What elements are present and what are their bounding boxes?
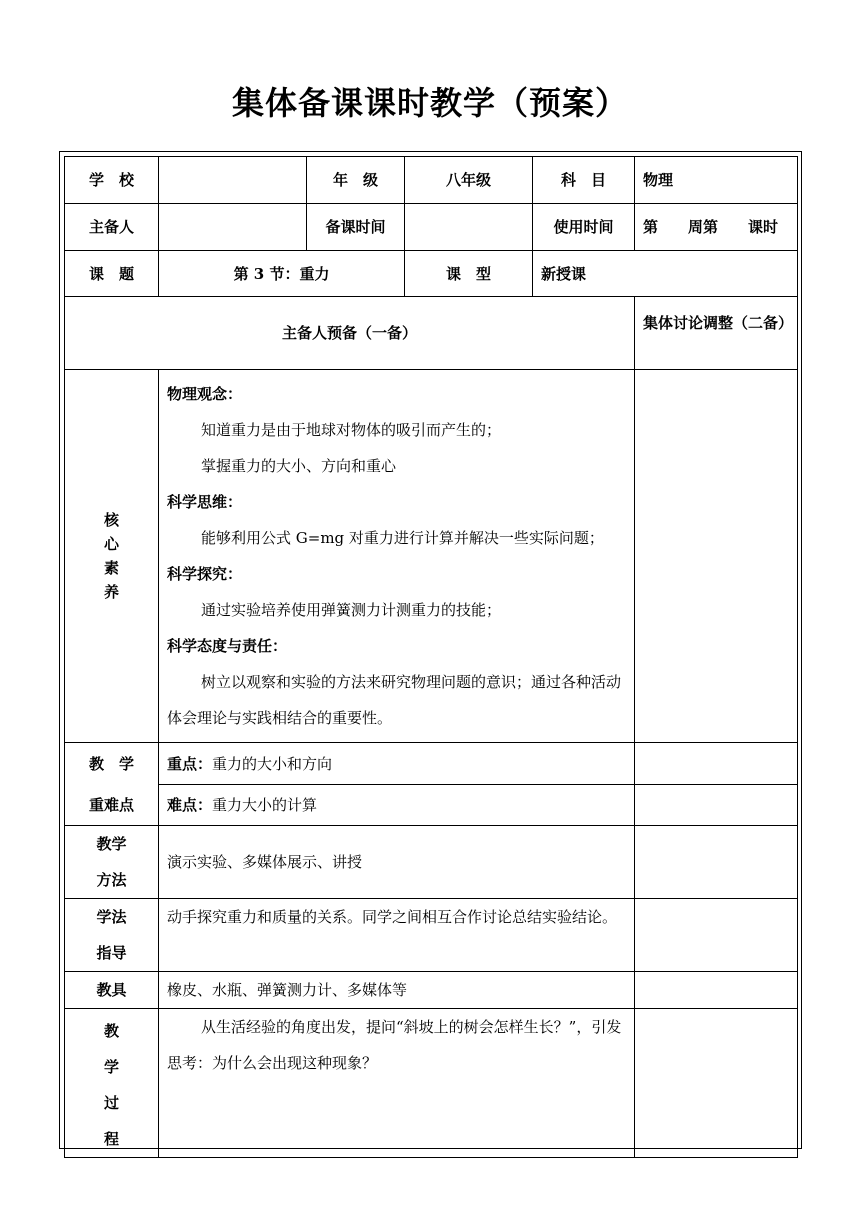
hard-point-title: 难点： bbox=[167, 796, 213, 814]
core-literacy-label: 核 心 素 养 bbox=[65, 370, 159, 743]
core-literacy-content bbox=[159, 370, 635, 743]
table-row bbox=[65, 204, 798, 251]
scientific-thinking-title: 科学思维： bbox=[167, 493, 243, 511]
table-row bbox=[65, 826, 798, 899]
prep-time-label: 备课时间 bbox=[307, 204, 405, 251]
lead-value bbox=[159, 204, 307, 251]
key-point-text: 重力的大小和方向 bbox=[212, 754, 333, 773]
tools-adjust bbox=[635, 972, 798, 1009]
physics-concept-line: 知道重力是由于地球对物体的吸引而产生的； bbox=[201, 421, 502, 439]
grade-label: 年 级 bbox=[307, 157, 405, 204]
scientific-inquiry-line: 通过实验培养使用弹簧测力计测重力的技能； bbox=[201, 601, 502, 619]
guide-text: 动手探究重力和质量的关系。同学之间相互合作讨论总结实验结论。 bbox=[159, 899, 635, 972]
method-label: 教学 方法 bbox=[65, 826, 159, 899]
hard-point-text: 重力大小的计算 bbox=[212, 796, 318, 814]
difficulty-label-top: 教 学 bbox=[65, 743, 159, 785]
core-literacy-adjust bbox=[635, 370, 798, 743]
subject-value: 物理 bbox=[635, 157, 798, 204]
process-label: 教 学 过 程 bbox=[65, 1009, 159, 1158]
hard-point-adjust bbox=[635, 785, 798, 826]
scientific-attitude-line: 树立以观察和实验的方法来研究物理问题的意识；通过各种活动体会理论与实践相结合的重要性。 bbox=[167, 673, 622, 727]
table-row bbox=[65, 370, 798, 743]
guide-adjust bbox=[635, 899, 798, 972]
table-row bbox=[65, 972, 798, 1009]
scientific-inquiry-title: 科学探究： bbox=[167, 565, 243, 583]
tools-text: 橡皮、水瓶、弹簧测力计、多媒体等 bbox=[159, 972, 635, 1009]
topic-value: 第 3 节：重力 bbox=[159, 251, 405, 297]
table-row bbox=[65, 785, 798, 826]
table-row bbox=[65, 157, 798, 204]
physics-concept-line: 掌握重力的大小、方向和重心 bbox=[201, 457, 397, 475]
scientific-attitude-title: 科学态度与责任： bbox=[167, 637, 288, 655]
physics-concept-title: 物理观念： bbox=[167, 385, 243, 403]
prep-time-value bbox=[405, 204, 533, 251]
process-text: 从生活经验的角度出发，提问“斜坡上的树会怎样生长？”，引发思考：为什么会出现这种现象？ bbox=[159, 1009, 635, 1158]
school-value bbox=[159, 157, 307, 204]
use-time-label: 使用时间 bbox=[533, 204, 635, 251]
type-label: 课 型 bbox=[405, 251, 533, 297]
difficulty-label-bottom: 重难点 bbox=[65, 785, 159, 826]
process-adjust bbox=[635, 1009, 798, 1158]
key-point-title: 重点： bbox=[167, 754, 213, 773]
topic-label: 课 题 bbox=[65, 251, 159, 297]
tools-label: 教具 bbox=[65, 972, 159, 1009]
key-point-adjust bbox=[635, 743, 798, 785]
table-row bbox=[65, 1009, 798, 1158]
table-row bbox=[65, 899, 798, 972]
table-row bbox=[65, 251, 798, 297]
lead-prep-heading: 主备人预备（一备） bbox=[65, 297, 635, 370]
hard-point-cell bbox=[159, 785, 635, 826]
type-value: 新授课 bbox=[533, 251, 798, 297]
method-adjust bbox=[635, 826, 798, 899]
use-time-value: 第 周第 课时 bbox=[635, 204, 798, 251]
scientific-thinking-line: 能够利用公式 G=mg 对重力进行计算并解决一些实际问题； bbox=[201, 529, 604, 547]
page-title: 集体备课课时教学（预案） bbox=[231, 84, 628, 122]
table-row bbox=[65, 297, 798, 370]
subject-label: 科 目 bbox=[533, 157, 635, 204]
grade-value: 八年级 bbox=[405, 157, 533, 204]
table-row bbox=[65, 743, 798, 785]
lesson-plan-table bbox=[64, 156, 798, 1158]
lead-label: 主备人 bbox=[65, 204, 159, 251]
key-point-cell bbox=[159, 743, 635, 785]
school-label: 学 校 bbox=[65, 157, 159, 204]
guide-label: 学法 指导 bbox=[65, 899, 159, 972]
method-text: 演示实验、多媒体展示、讲授 bbox=[159, 826, 635, 899]
group-adjust-heading: 集体讨论调整（二备） bbox=[635, 297, 798, 370]
